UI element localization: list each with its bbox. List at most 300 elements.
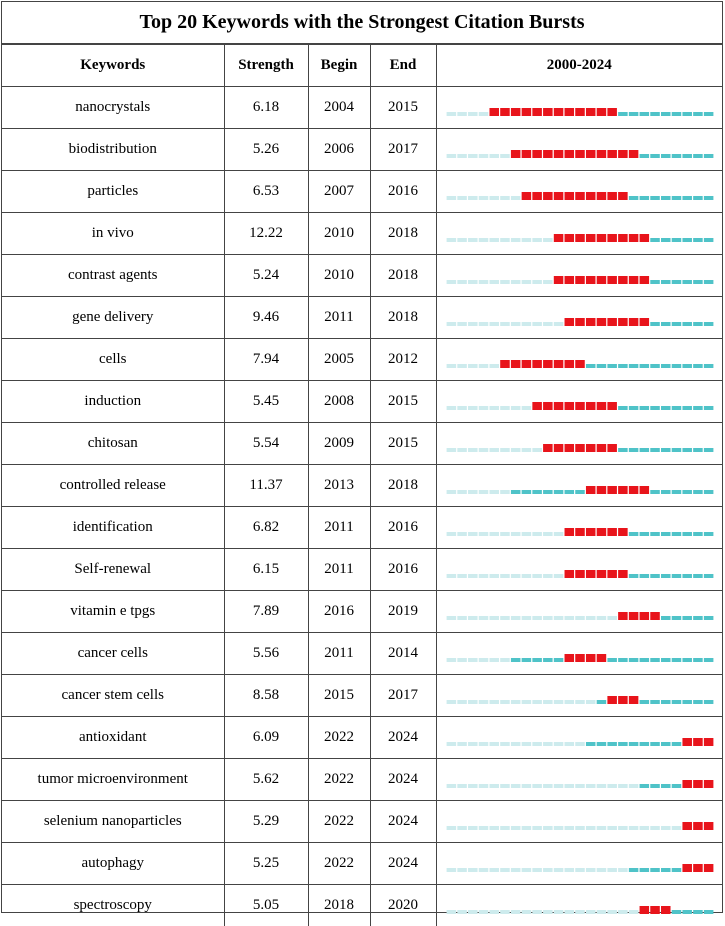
keyword-cell: identification — [2, 507, 224, 549]
pre-year-mark — [564, 616, 574, 620]
pre-year-mark — [446, 742, 456, 746]
active-year-mark — [661, 364, 671, 368]
active-year-mark — [650, 154, 660, 158]
burst-timeline-cell — [436, 87, 722, 129]
active-year-mark — [703, 532, 713, 536]
pre-year-mark — [543, 322, 553, 326]
burst-year-mark — [682, 780, 692, 788]
pre-year-mark — [489, 280, 499, 284]
keyword-cell: vitamin e tpgs — [2, 591, 224, 633]
pre-year-mark — [478, 322, 488, 326]
table-row — [2, 843, 722, 885]
table-row — [2, 549, 722, 591]
table-row — [2, 381, 722, 423]
pre-year-mark — [510, 826, 520, 830]
active-year-mark — [671, 406, 681, 410]
pre-year-mark — [521, 616, 531, 620]
active-year-mark — [661, 322, 671, 326]
active-year-mark — [650, 658, 660, 662]
burst-year-mark — [553, 444, 563, 452]
active-year-mark — [543, 490, 553, 494]
burst-timeline-cell — [436, 843, 722, 885]
pre-year-mark — [457, 910, 467, 914]
pre-year-mark — [500, 742, 510, 746]
active-year-mark — [661, 868, 671, 872]
active-year-mark — [693, 448, 703, 452]
active-year-mark — [639, 574, 649, 578]
pre-year-mark — [446, 154, 456, 158]
active-year-mark — [628, 112, 638, 116]
pre-year-mark — [468, 616, 478, 620]
burst-year-mark — [543, 402, 553, 410]
pre-year-mark — [521, 742, 531, 746]
strength-cell: 8.58 — [224, 675, 308, 717]
pre-year-mark — [446, 238, 456, 242]
keyword-cell: particles — [2, 171, 224, 213]
active-year-mark — [628, 532, 638, 536]
pre-year-mark — [532, 742, 542, 746]
active-year-mark — [693, 532, 703, 536]
active-year-mark — [682, 238, 692, 242]
pre-year-mark — [650, 826, 660, 830]
keyword-cell: controlled release — [2, 465, 224, 507]
burst-year-mark — [618, 612, 628, 620]
begin-cell: 2022 — [308, 801, 370, 843]
burst-year-mark — [585, 150, 595, 158]
pre-year-mark — [521, 532, 531, 536]
pre-year-mark — [553, 826, 563, 830]
pre-year-mark — [553, 742, 563, 746]
pre-year-mark — [489, 616, 499, 620]
active-year-mark — [693, 700, 703, 704]
active-year-mark — [543, 658, 553, 662]
pre-year-mark — [510, 238, 520, 242]
active-year-mark — [703, 196, 713, 200]
pre-year-mark — [478, 238, 488, 242]
active-year-mark — [650, 868, 660, 872]
pre-year-mark — [500, 616, 510, 620]
burst-year-mark — [564, 654, 574, 662]
end-cell: 2015 — [370, 423, 436, 465]
pre-year-mark — [446, 490, 456, 494]
begin-cell: 2010 — [308, 255, 370, 297]
burst-timeline-cell — [436, 801, 722, 843]
pre-year-mark — [489, 490, 499, 494]
pre-year-mark — [468, 574, 478, 578]
active-year-mark — [639, 406, 649, 410]
burst-year-mark — [628, 150, 638, 158]
pre-year-mark — [457, 322, 467, 326]
pre-year-mark — [446, 112, 456, 116]
pre-year-mark — [446, 532, 456, 536]
active-year-mark — [639, 868, 649, 872]
burst-timeline-cell — [436, 675, 722, 717]
pre-year-mark — [521, 322, 531, 326]
burst-year-mark — [596, 528, 606, 536]
burst-year-mark — [639, 234, 649, 242]
active-year-mark — [639, 196, 649, 200]
burst-year-mark — [596, 570, 606, 578]
burst-year-mark — [553, 360, 563, 368]
burst-year-mark — [575, 360, 585, 368]
burst-year-mark — [585, 318, 595, 326]
pre-year-mark — [585, 826, 595, 830]
active-year-mark — [553, 658, 563, 662]
table-row — [2, 339, 722, 381]
pre-year-mark — [500, 532, 510, 536]
pre-year-mark — [607, 826, 617, 830]
end-cell: 2024 — [370, 843, 436, 885]
pre-year-mark — [500, 910, 510, 914]
pre-year-mark — [607, 868, 617, 872]
pre-year-mark — [489, 658, 499, 662]
active-year-mark — [607, 658, 617, 662]
header-begin: Begin — [308, 45, 370, 87]
pre-year-mark — [618, 784, 628, 788]
pre-year-mark — [500, 196, 510, 200]
burst-year-mark — [596, 150, 606, 158]
active-year-mark — [703, 448, 713, 452]
active-year-mark — [585, 364, 595, 368]
burst-year-mark — [510, 360, 520, 368]
keyword-cell: induction — [2, 381, 224, 423]
active-year-mark — [671, 784, 681, 788]
active-year-mark — [682, 574, 692, 578]
burst-year-mark — [693, 780, 703, 788]
pre-year-mark — [489, 196, 499, 200]
active-year-mark — [553, 490, 563, 494]
burst-year-mark — [628, 486, 638, 494]
burst-timeline — [437, 213, 723, 254]
pre-year-mark — [628, 784, 638, 788]
active-year-mark — [703, 112, 713, 116]
pre-year-mark — [510, 616, 520, 620]
burst-year-mark — [639, 276, 649, 284]
burst-year-mark — [575, 234, 585, 242]
active-year-mark — [703, 490, 713, 494]
burst-timeline-cell — [436, 171, 722, 213]
pre-year-mark — [489, 826, 499, 830]
burst-year-mark — [693, 822, 703, 830]
pre-year-mark — [468, 826, 478, 830]
burst-year-mark — [532, 108, 542, 116]
burst-year-mark — [596, 192, 606, 200]
burst-year-mark — [564, 528, 574, 536]
pre-year-mark — [543, 826, 553, 830]
pre-year-mark — [489, 868, 499, 872]
active-year-mark — [693, 616, 703, 620]
active-year-mark — [618, 364, 628, 368]
active-year-mark — [682, 700, 692, 704]
end-cell: 2024 — [370, 717, 436, 759]
burst-year-mark — [553, 276, 563, 284]
burst-timeline-cell — [436, 507, 722, 549]
burst-timeline — [437, 885, 723, 926]
begin-cell: 2022 — [308, 843, 370, 885]
table-title: Top 20 Keywords with the Strongest Citation Bursts — [2, 2, 722, 44]
pre-year-mark — [457, 742, 467, 746]
active-year-mark — [682, 616, 692, 620]
header-keywords: Keywords — [2, 45, 224, 87]
pre-year-mark — [607, 910, 617, 914]
pre-year-mark — [446, 658, 456, 662]
strength-cell: 5.05 — [224, 885, 308, 926]
begin-cell: 2015 — [308, 675, 370, 717]
active-year-mark — [671, 532, 681, 536]
active-year-mark — [703, 154, 713, 158]
pre-year-mark — [457, 364, 467, 368]
active-year-mark — [628, 196, 638, 200]
burst-timeline-cell — [436, 465, 722, 507]
burst-timeline-cell — [436, 759, 722, 801]
begin-cell: 2009 — [308, 423, 370, 465]
burst-timeline-cell — [436, 255, 722, 297]
keyword-cell: cells — [2, 339, 224, 381]
strength-cell: 6.82 — [224, 507, 308, 549]
burst-timeline-cell — [436, 423, 722, 465]
pre-year-mark — [446, 700, 456, 704]
pre-year-mark — [468, 490, 478, 494]
burst-year-mark — [575, 318, 585, 326]
table-row — [2, 129, 722, 171]
pre-year-mark — [521, 406, 531, 410]
pre-year-mark — [489, 700, 499, 704]
end-cell: 2018 — [370, 213, 436, 255]
pre-year-mark — [596, 868, 606, 872]
burst-timeline-cell — [436, 213, 722, 255]
active-year-mark — [639, 784, 649, 788]
active-year-mark — [575, 490, 585, 494]
pre-year-mark — [478, 910, 488, 914]
pre-year-mark — [478, 826, 488, 830]
pre-year-mark — [468, 700, 478, 704]
burst-year-mark — [618, 696, 628, 704]
pre-year-mark — [478, 700, 488, 704]
active-year-mark — [596, 700, 606, 704]
pre-year-mark — [510, 910, 520, 914]
active-year-mark — [650, 196, 660, 200]
burst-year-mark — [510, 108, 520, 116]
burst-year-mark — [703, 822, 713, 830]
pre-year-mark — [489, 910, 499, 914]
pre-year-mark — [478, 406, 488, 410]
burst-year-mark — [628, 318, 638, 326]
pre-year-mark — [478, 616, 488, 620]
pre-year-mark — [500, 784, 510, 788]
burst-year-mark — [564, 402, 574, 410]
pre-year-mark — [543, 784, 553, 788]
keyword-cell: chitosan — [2, 423, 224, 465]
table-row — [2, 423, 722, 465]
active-year-mark — [693, 238, 703, 242]
burst-year-mark — [618, 318, 628, 326]
burst-year-mark — [575, 108, 585, 116]
burst-year-mark — [628, 696, 638, 704]
burst-year-mark — [596, 276, 606, 284]
burst-timeline-cell — [436, 885, 722, 926]
pre-year-mark — [457, 868, 467, 872]
active-year-mark — [682, 490, 692, 494]
burst-year-mark — [521, 360, 531, 368]
burst-year-mark — [661, 906, 671, 914]
burst-year-mark — [521, 108, 531, 116]
begin-cell: 2018 — [308, 885, 370, 926]
burst-year-mark — [510, 150, 520, 158]
pre-year-mark — [468, 868, 478, 872]
pre-year-mark — [521, 826, 531, 830]
burst-year-mark — [543, 150, 553, 158]
burst-year-mark — [564, 192, 574, 200]
active-year-mark — [650, 490, 660, 494]
pre-year-mark — [575, 910, 585, 914]
pre-year-mark — [446, 280, 456, 284]
burst-year-mark — [618, 276, 628, 284]
burst-year-mark — [532, 192, 542, 200]
burst-year-mark — [650, 906, 660, 914]
active-year-mark — [639, 154, 649, 158]
burst-year-mark — [553, 192, 563, 200]
pre-year-mark — [446, 910, 456, 914]
burst-year-mark — [585, 486, 595, 494]
pre-year-mark — [553, 868, 563, 872]
active-year-mark — [703, 322, 713, 326]
keyword-cell: biodistribution — [2, 129, 224, 171]
burst-year-mark — [618, 570, 628, 578]
pre-year-mark — [478, 532, 488, 536]
burst-timeline — [437, 801, 723, 842]
burst-year-mark — [596, 444, 606, 452]
pre-year-mark — [553, 322, 563, 326]
burst-year-mark — [585, 570, 595, 578]
active-year-mark — [682, 532, 692, 536]
burst-year-mark — [564, 150, 574, 158]
strength-cell: 6.09 — [224, 717, 308, 759]
active-year-mark — [650, 364, 660, 368]
burst-year-mark — [532, 150, 542, 158]
pre-year-mark — [500, 490, 510, 494]
burst-year-mark — [553, 150, 563, 158]
pre-year-mark — [457, 658, 467, 662]
active-year-mark — [671, 700, 681, 704]
burst-year-mark — [618, 192, 628, 200]
pre-year-mark — [532, 322, 542, 326]
pre-year-mark — [468, 910, 478, 914]
pre-year-mark — [510, 574, 520, 578]
pre-year-mark — [468, 532, 478, 536]
active-year-mark — [703, 910, 713, 914]
burst-year-mark — [564, 570, 574, 578]
active-year-mark — [628, 364, 638, 368]
burst-timeline — [437, 507, 723, 548]
active-year-mark — [671, 196, 681, 200]
begin-cell: 2011 — [308, 633, 370, 675]
end-cell: 2016 — [370, 171, 436, 213]
burst-timeline — [437, 759, 723, 800]
pre-year-mark — [543, 700, 553, 704]
active-year-mark — [564, 490, 574, 494]
pre-year-mark — [510, 700, 520, 704]
active-year-mark — [639, 658, 649, 662]
pre-year-mark — [468, 322, 478, 326]
pre-year-mark — [446, 574, 456, 578]
pre-year-mark — [543, 532, 553, 536]
pre-year-mark — [500, 406, 510, 410]
active-year-mark — [639, 112, 649, 116]
keyword-cell: nanocrystals — [2, 87, 224, 129]
burst-year-mark — [532, 402, 542, 410]
pre-year-mark — [446, 826, 456, 830]
header-strength: Strength — [224, 45, 308, 87]
pre-year-mark — [585, 784, 595, 788]
active-year-mark — [618, 406, 628, 410]
end-cell: 2015 — [370, 87, 436, 129]
pre-year-mark — [457, 196, 467, 200]
burst-year-mark — [596, 486, 606, 494]
pre-year-mark — [543, 868, 553, 872]
keyword-cell: tumor microenvironment — [2, 759, 224, 801]
active-year-mark — [671, 364, 681, 368]
active-year-mark — [661, 784, 671, 788]
burst-year-mark — [607, 486, 617, 494]
active-year-mark — [703, 364, 713, 368]
pre-year-mark — [532, 826, 542, 830]
table-row — [2, 591, 722, 633]
pre-year-mark — [510, 280, 520, 284]
end-cell: 2018 — [370, 297, 436, 339]
active-year-mark — [671, 574, 681, 578]
burst-year-mark — [596, 318, 606, 326]
active-year-mark — [650, 238, 660, 242]
active-year-mark — [661, 532, 671, 536]
end-cell: 2015 — [370, 381, 436, 423]
pre-year-mark — [457, 826, 467, 830]
burst-timeline — [437, 87, 723, 128]
pre-year-mark — [500, 322, 510, 326]
burst-year-mark — [585, 654, 595, 662]
active-year-mark — [532, 658, 542, 662]
active-year-mark — [661, 448, 671, 452]
active-year-mark — [661, 280, 671, 284]
active-year-mark — [682, 322, 692, 326]
pre-year-mark — [478, 742, 488, 746]
begin-cell: 2006 — [308, 129, 370, 171]
active-year-mark — [650, 742, 660, 746]
burst-timeline — [437, 423, 723, 464]
active-year-mark — [671, 448, 681, 452]
burst-timeline-cell — [436, 381, 722, 423]
active-year-mark — [671, 910, 681, 914]
pre-year-mark — [468, 742, 478, 746]
active-year-mark — [693, 196, 703, 200]
burst-year-mark — [607, 108, 617, 116]
burst-year-mark — [596, 654, 606, 662]
burst-year-mark — [682, 864, 692, 872]
burst-year-mark — [618, 528, 628, 536]
begin-cell: 2011 — [308, 549, 370, 591]
burst-year-mark — [564, 318, 574, 326]
pre-year-mark — [510, 784, 520, 788]
active-year-mark — [661, 490, 671, 494]
burst-timeline — [437, 549, 723, 590]
burst-timeline — [437, 129, 723, 170]
begin-cell: 2011 — [308, 507, 370, 549]
begin-cell: 2004 — [308, 87, 370, 129]
active-year-mark — [671, 868, 681, 872]
pre-year-mark — [575, 700, 585, 704]
strength-cell: 12.22 — [224, 213, 308, 255]
burst-year-mark — [703, 780, 713, 788]
pre-year-mark — [607, 616, 617, 620]
